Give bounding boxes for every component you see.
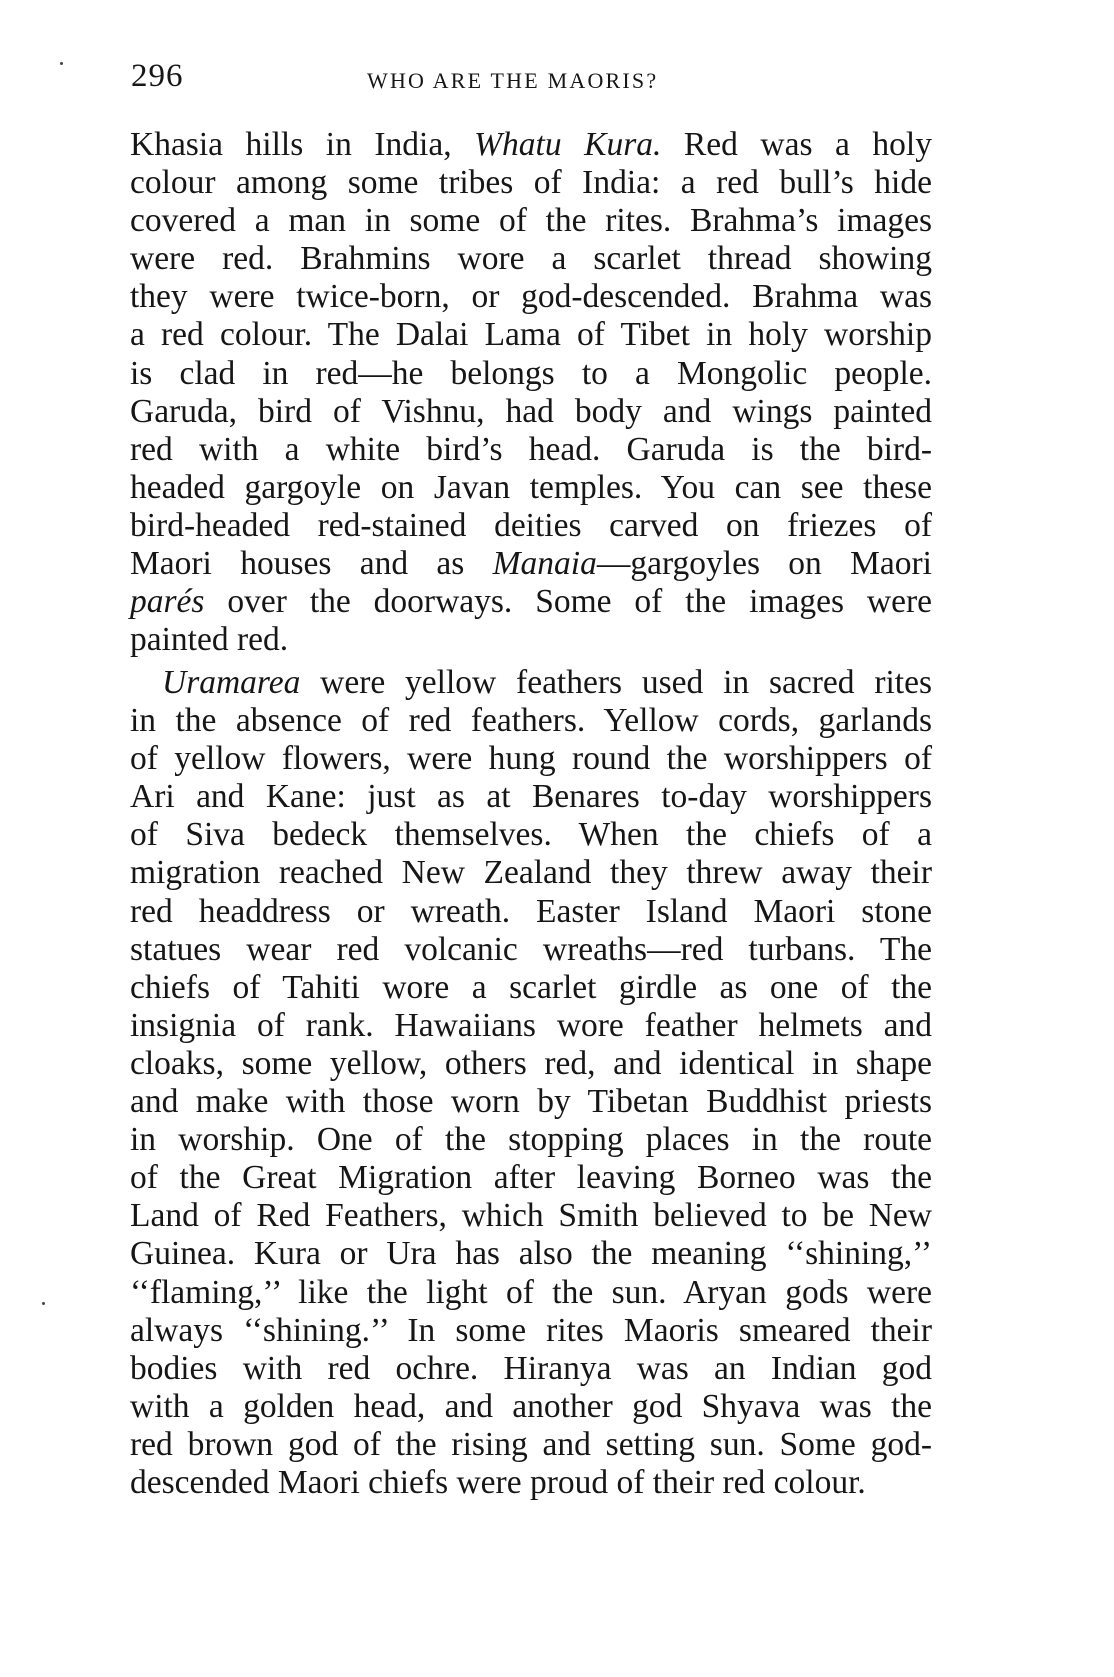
text-line [130,164,932,202]
text-run: statues wear red volcanic wreaths—red turbans. The [130,930,932,968]
text-run: descended Maori chiefs were proud of their red colour. [130,1463,866,1501]
text-line [130,664,932,702]
italic-term: Manaia [492,545,597,583]
text-line [130,893,932,931]
text-line [130,1121,932,1159]
text-line [130,278,932,316]
text-run: Guinea. Kura or Ura has also the meaning ‘‘shining,’’ [130,1235,932,1273]
page-number: 296 [131,58,184,94]
text-run: red with a white bird’s head. Garuda is the bird- [130,430,932,468]
scan-speck [42,1302,45,1305]
text-line [130,507,932,545]
text-run: Khasia hills in India, [130,126,475,163]
text-run: over the doorways. Some of the images were [204,583,932,621]
text-run: Land of Red Feathers, which Smith believed to be New [130,1197,932,1235]
text-run: bodies with red ochre. Hiranya was an Indian god [130,1349,932,1387]
text-line [130,816,932,854]
text-run: chiefs of Tahiti wore a scarlet girdle as one of the [130,968,932,1006]
running-head [131,58,931,108]
text-run: in the absence of red feathers. Yellow cords, garlands [130,702,932,740]
text-line [130,1388,932,1426]
text-run: headed gargoyle on Javan temples. You can see these [130,468,932,506]
paragraph-2 [130,664,932,1502]
text-run: insignia of rank. Hawaiians wore feather helmets and [130,1006,932,1044]
text-line [130,1197,932,1235]
text-line [130,1007,932,1045]
text-run: were red. Brahmins wore a scarlet thread showing [130,240,932,278]
text-line [130,202,932,240]
text-run: and make with those worn by Tibetan Buddhist priests [130,1083,932,1121]
text-line [130,1464,932,1502]
text-run: of Siva bedeck themselves. When the chiefs of a [130,816,932,854]
text-run: with a golden head, and another god Shyava was the [130,1387,932,1425]
text-line [130,1045,932,1083]
text-line [130,545,932,583]
paragraph-1 [130,126,932,659]
text-run: Maori houses and as [130,545,493,583]
text-line [130,1159,932,1197]
text-line [130,126,932,164]
text-line [130,702,932,740]
italic-term: Whatu Kura. [474,126,662,163]
italic-term: Uramarea [162,664,301,701]
text-line [130,1426,932,1464]
text-run: migration reached New Zealand they threw away their [130,854,932,892]
text-line [130,240,932,278]
text-line [130,1312,932,1350]
text-line [130,1083,932,1121]
text-run: of yellow flowers, were hung round the worshippers of [130,740,932,778]
text-line [130,1235,932,1273]
text-line [130,583,932,621]
text-run: Ari and Kane: just as at Benares to-day worshippers [130,778,932,816]
text-line [130,740,932,778]
text-run: Garuda, bird of Vishnu, had body and wings painted [130,392,932,430]
running-title: WHO ARE THE MAORIS? [367,68,659,93]
text-run: is clad in red—he belongs to a Mongolic people. [130,354,932,392]
text-run: painted red. [130,621,289,659]
text-run: bird-headed red-stained deities carved on friezes of [130,506,932,544]
text-run: of the Great Migration after leaving Borneo was the [130,1159,932,1197]
text-line [130,355,932,393]
text-run: red brown god of the rising and setting sun. Some god- [130,1425,932,1463]
text-line [130,931,932,969]
text-line [130,393,932,431]
text-line [130,1274,932,1312]
text-run: cloaks, some yellow, others red, and identical in shape [130,1044,932,1082]
text-run: covered a man in some of the rites. Brahma’s images [130,202,932,240]
italic-term: parés [130,583,205,621]
text-run: Red was a holy [661,126,932,163]
text-run: were yellow feathers used in sacred rites [300,664,932,701]
text-line [130,778,932,816]
text-line [130,431,932,469]
text-line [130,316,932,354]
text-line [130,469,932,507]
text-run: ‘‘flaming,’’ like the light of the sun. Aryan gods were [130,1273,932,1311]
text-run: in worship. One of the stopping places in the route [130,1121,932,1159]
scan-speck [60,62,63,65]
text-run: colour among some tribes of India: a red bull’s hide [130,164,932,202]
text-line [130,969,932,1007]
text-line [130,854,932,892]
text-run: they were twice-born, or god-descended. Brahma was [130,278,932,316]
text-run: a red colour. The Dalai Lama of Tibet in holy worship [130,316,932,354]
text-line [130,1350,932,1388]
text-run: always ‘‘shining.’’ In some rites Maoris smeared their [130,1311,932,1349]
text-run: red headdress or wreath. Easter Island Maori stone [130,892,932,930]
text-line [130,621,932,659]
text-run: —gargoyles on Maori [596,545,932,583]
